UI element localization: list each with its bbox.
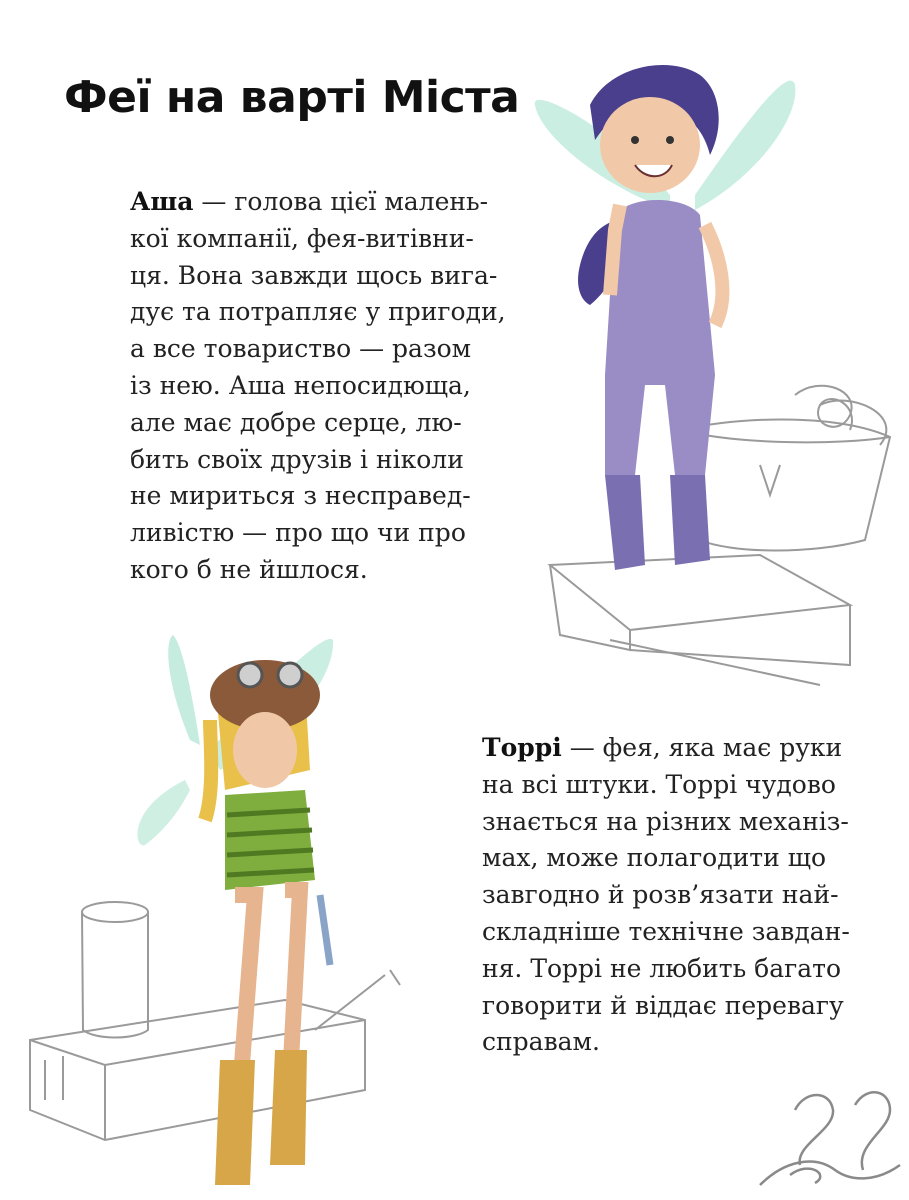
torri-boots	[215, 1060, 255, 1185]
torri-description	[482, 730, 850, 1061]
asha-name: Аша	[130, 187, 194, 216]
asha-line: Аша — голова цієї малень-	[130, 187, 489, 216]
asha-line: ця. Вона завжди щось вига-	[130, 260, 498, 290]
asha-description	[130, 184, 506, 589]
asha-line: кої компанії, фея-витівни-	[130, 223, 474, 253]
wrench-icon	[320, 895, 330, 965]
torri-line: ня. Торрі не любить багато	[482, 953, 841, 983]
asha-line: із нею. Аша непосидюща,	[130, 370, 471, 400]
asha-line: не мириться з несправед-	[130, 481, 471, 511]
asha-boots	[605, 475, 645, 570]
asha-line: бить своїх друзів і ніколи	[130, 444, 464, 474]
asha-face	[600, 97, 700, 193]
pedestal-sketch	[550, 386, 890, 685]
asha-line: дує та потрапляє у пригоди,	[130, 297, 506, 327]
torri-line: справам.	[482, 1027, 600, 1057]
torri-line: на всі штуки. Торрі чудово	[482, 769, 836, 799]
asha-line: але має добре серце, лю-	[130, 407, 462, 437]
torri-line: говорити й віддає перевагу	[482, 990, 844, 1020]
toolbox-sketch	[30, 902, 400, 1140]
torri-line: завгодно й розв’язати най-	[482, 880, 839, 910]
asha-illustration	[520, 45, 909, 685]
torri-line: Торрі — фея, яка має руки	[482, 733, 843, 762]
flourish-ornament	[755, 1075, 905, 1190]
asha-line: кого б не йшлося.	[130, 554, 368, 584]
asha-overalls	[605, 200, 715, 475]
asha-line: а все товариство — разом	[130, 334, 472, 364]
torri-illustration	[15, 620, 415, 1195]
asha-line: ливістю — про що чи про	[130, 518, 466, 548]
page-title: Феї на варті Міста	[64, 72, 520, 123]
torri-name: Торрі	[482, 733, 562, 762]
wings	[168, 635, 200, 745]
torri-line: мах, може полагодити що	[482, 843, 827, 873]
torri-line: знається на різних механіз-	[482, 806, 849, 836]
torri-line: складніше технічне завдан-	[482, 916, 850, 946]
